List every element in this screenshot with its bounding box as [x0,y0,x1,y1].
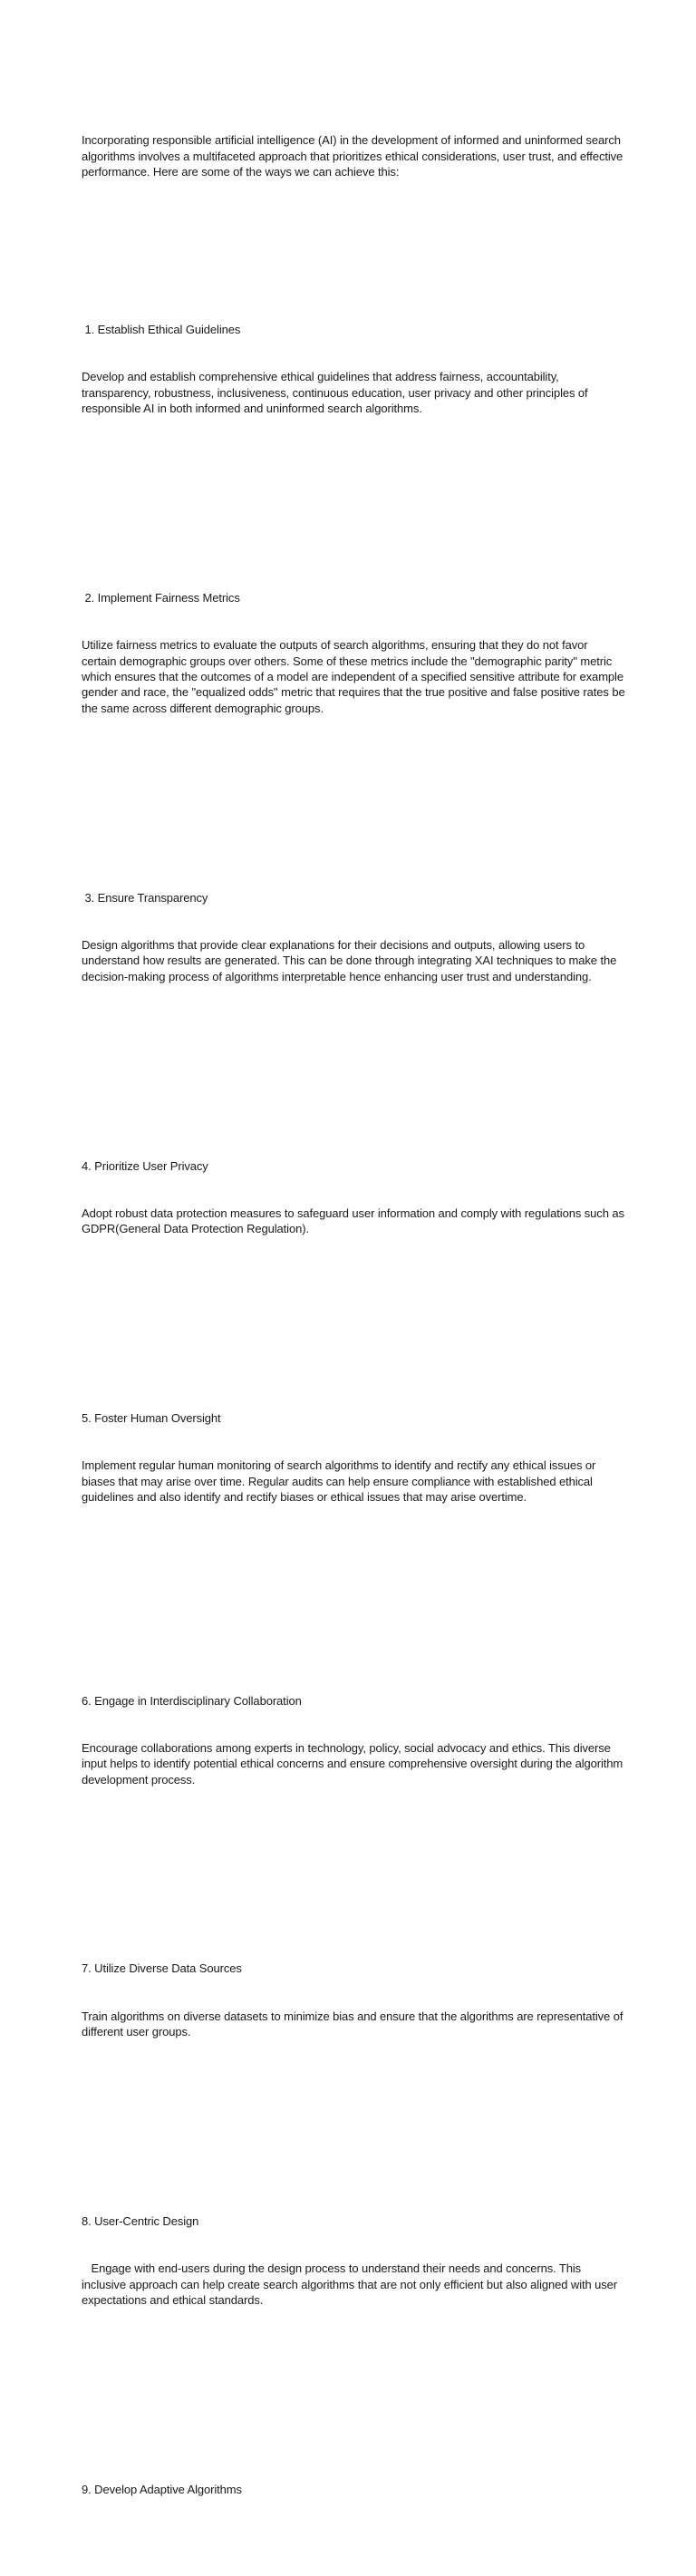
spacer [82,1866,625,1882]
section-heading: 6. Engage in Interdisciplinary Collaboration [82,1693,302,1708]
spacer [82,2387,625,2402]
section-body: Develop and establish comprehensive ethical guidelines that address fairness, accountability, transparency, robustness, inclusiveness, continuous education, user privacy and other principles of responsible AI in both informed and uninformed search algorithms. [82,370,592,416]
section-diverse-data-sources [82,1930,625,2072]
section-body: Adopt robust data protection measures to safeguard user information and comply with regulations such as GDPR(General Data Protection Regulation). [82,1206,628,1236]
section-heading: 4. Prioritize User Privacy [82,1158,208,1173]
section-implement-fairness-metrics [82,558,629,748]
section-body: Encourage collaborations among experts in technology, policy, social advocacy and ethics. This diverse input helps to identify potential ethical concerns and ensure comprehensive oversight during the algorithm development process. [82,1740,626,1787]
section-foster-human-oversight [82,1379,625,1536]
section-body: Utilize fairness metrics to evaluate the outputs of search algorithms, ensuring that they do not favor certain demographic groups over others. Some of these metrics include the "demographic parity" metric which ensures that the outcomes of a model are independent of a specified sensitive attribute for example gender and race, the "equalized odds" metric that requires that the true positive and false positive rates be the same across different demographic groups. [82,638,629,715]
section-heading: 9. Develop Adaptive Algorithms [82,2482,242,2496]
section-body: Implement regular human monitoring of search algorithms to identify and rectify any ethical issues or biases that may arise over time. Regular audits can help ensure compliance with established ethical guidelines and also identify and rectify biases or ethical issues that may arise overtime. [82,1458,599,1505]
section-prioritize-user-privacy [82,1127,628,1269]
section-heading: 7. Utilize Diverse Data Sources [82,1961,242,1976]
spacer [82,1316,625,1332]
spacer [82,795,625,810]
section-interdisciplinary-collaboration [82,1661,625,1819]
section-heading: 3. Ensure Transparency [82,890,208,905]
spacer [82,496,625,511]
intro-paragraph: Incorporating responsible artificial intelligence (AI) in the development of informed and uninformed search algorithms involves a multifaceted approach that prioritizes ethical considerations, user trust, and effective performance. Here are some of the ways we can achieve this: [82,133,626,179]
section-heading: 2. Implement Fairness Metrics [82,590,240,605]
section-body: Engage with end-users during the design process to understand their needs and concerns. This inclusive approach can help create search algorithms that are not only efficient but also aligned with user expectations and ethical standards. [82,2261,621,2307]
section-heading: 8. User-Centric Design [82,2213,199,2228]
section-body: Design algorithms that provide clear explanations for their decisions and outputs, allowing users to understand how results are generated. This can be done through integrating XAI techniques to make the decision-making process of algorithms interpretable hence enhancing user trust and understanding. [82,937,620,983]
document-body [82,85,629,2576]
section-body: Train algorithms on diverse datasets to minimize bias and ensure that the algorithms are representative of different user groups. [82,2009,626,2039]
spacer [82,1584,625,1614]
section-establish-ethical-guidelines [82,290,625,448]
section-heading: 5. Foster Human Oversight [82,1411,221,1426]
section-ensure-transparency [82,858,625,1016]
section-heading: 1. Establish Ethical Guidelines [82,323,241,337]
spacer [82,2119,625,2135]
section-user-centric-design [82,2182,625,2339]
spacer [82,228,625,243]
spacer [82,1063,625,1079]
section-develop-adaptive-algorithms [82,2450,625,2529]
